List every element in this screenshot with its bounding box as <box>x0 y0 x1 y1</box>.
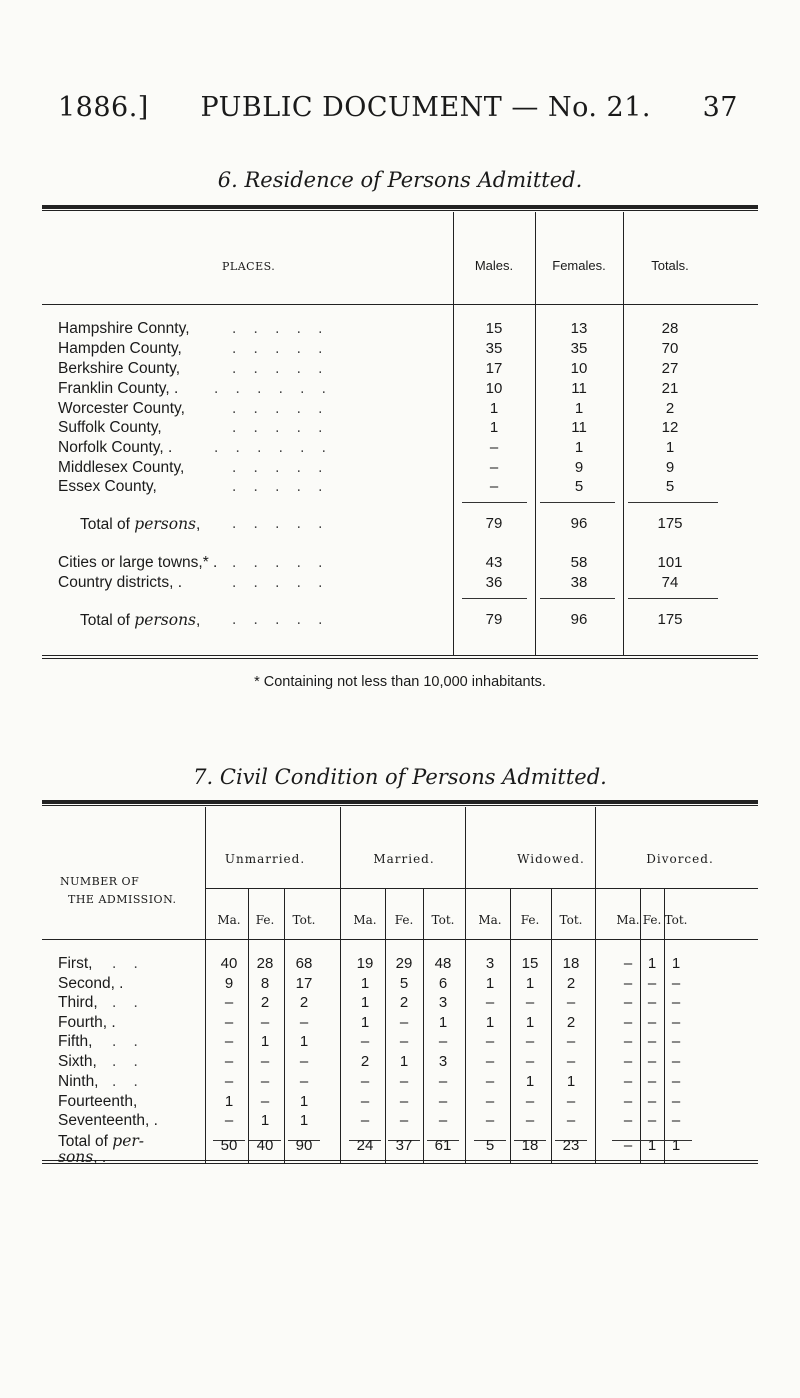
table7-cell: – <box>360 1093 370 1110</box>
table6-total2-label: Total of persons, <box>80 611 201 629</box>
table7-cell: 3 <box>438 1053 448 1070</box>
table7-cell: – <box>438 1112 448 1129</box>
table7-cell: 1 <box>438 1014 448 1031</box>
page-header <box>58 92 738 123</box>
header-year: 1886.] <box>58 92 149 123</box>
table7-total-cell: 50 <box>220 1137 238 1154</box>
table7-cell: – <box>260 1093 270 1110</box>
table7-cell: – <box>623 994 633 1011</box>
table7-total-cell: 5 <box>485 1137 495 1154</box>
table7-cell: – <box>438 1093 448 1110</box>
table7-top-rule <box>42 800 758 804</box>
table7-cell: – <box>647 1033 657 1050</box>
table6-cell-males: 35 <box>485 340 503 357</box>
table7-cell: 1 <box>525 1073 535 1090</box>
table7-subcol-divider <box>423 888 424 1163</box>
table6-row-place: Norfolk County, . <box>58 439 173 456</box>
table7-cell: – <box>647 1073 657 1090</box>
table6-number: 6. <box>217 168 238 192</box>
table6-cell-totals: 12 <box>661 419 679 436</box>
table7-cell: – <box>671 1112 681 1129</box>
table7-cell: – <box>525 1033 535 1050</box>
table7-cell: – <box>224 1014 234 1031</box>
table7-cell: 3 <box>485 955 495 972</box>
table7-cell: – <box>647 1093 657 1110</box>
table7-cell: 1 <box>647 955 657 972</box>
table7-row-label: Second, . <box>58 975 124 992</box>
table6-total1-males: 79 <box>485 515 503 532</box>
table7-group-divider <box>465 807 466 1163</box>
table7-header-rule <box>42 939 758 940</box>
table7-leader-dots: . . <box>112 1033 138 1050</box>
table7-cell: – <box>260 1053 270 1070</box>
table6-divider <box>623 212 624 656</box>
table6-cell-males: – <box>489 439 499 456</box>
table6-cell-totals: 101 <box>657 554 683 571</box>
table7-row-label: First, <box>58 955 93 972</box>
table7-total-label-line1: Total of per- <box>58 1132 145 1150</box>
table7-top-rule-thin <box>42 805 758 806</box>
table6-leader-dots: . . . . . <box>232 400 323 417</box>
table6-cell-totals: 27 <box>661 360 679 377</box>
table7-cell: 48 <box>434 955 452 972</box>
table6-cell-males: – <box>489 478 499 495</box>
table7-cell: 1 <box>260 1033 270 1050</box>
table7-cell: 18 <box>562 955 580 972</box>
table7-cell: – <box>260 1073 270 1090</box>
table7-title-text: Civil Condition of Persons Admitted. <box>219 765 607 789</box>
table6-cell-females: 13 <box>570 320 588 337</box>
table7-cell: 9 <box>224 975 234 992</box>
table7-row-label: Third, <box>58 994 98 1011</box>
table6-cell-females: 5 <box>574 478 584 495</box>
table7-cell: 1 <box>399 1053 409 1070</box>
table7-cell: – <box>671 1053 681 1070</box>
table7-group-widowed: Widowed. <box>517 852 585 866</box>
table7-cell: – <box>671 1014 681 1031</box>
table6-top-rule <box>42 205 758 209</box>
table7-cell: – <box>438 1073 448 1090</box>
table7-cell: – <box>525 994 535 1011</box>
table7-cell: – <box>224 1033 234 1050</box>
table7-cell: – <box>647 1053 657 1070</box>
table6-sum-rule <box>540 598 615 599</box>
table7-cell: 1 <box>485 975 495 992</box>
table6-leader-dots: . . . . . . <box>214 380 326 397</box>
table6-row-place: Franklin County, . <box>58 380 179 397</box>
table7-cell: – <box>485 1112 495 1129</box>
table7-row-label: Fifth, <box>58 1033 93 1050</box>
table7-cell: 68 <box>295 955 313 972</box>
table7-subcol-divider <box>385 888 386 1163</box>
table6-col-males: Males. <box>474 258 514 273</box>
table7-subcol-divider <box>664 888 665 1163</box>
table6-row-place: Hampshire Connty, <box>58 320 190 337</box>
table7-bottom-rule <box>42 1160 758 1161</box>
table7-row-label: Seventeenth, . <box>58 1112 158 1129</box>
table6-total2-totals: 175 <box>657 611 683 628</box>
table7-row-label: Sixth, <box>58 1053 97 1070</box>
table6-cell-males: 36 <box>485 574 503 591</box>
table7-cell: 1 <box>299 1033 309 1050</box>
table6-leader-dots: . . . . . <box>232 611 323 628</box>
table7-cell: – <box>399 1093 409 1110</box>
table7-cell: 17 <box>295 975 313 992</box>
table6-cell-females: 11 <box>571 380 587 397</box>
table6-cell-females: 58 <box>570 554 588 571</box>
table6-row-place: Berkshire County, <box>58 360 181 377</box>
table6-cell-totals: 74 <box>661 574 679 591</box>
header-title: PUBLIC DOCUMENT — No. 21. <box>200 92 651 123</box>
table7-cell: – <box>485 1033 495 1050</box>
table7-cell: – <box>671 1073 681 1090</box>
table6-cell-females: 38 <box>570 574 588 591</box>
table6-cell-females: 1 <box>574 400 584 417</box>
table6-sum-rule <box>628 502 718 503</box>
table7-cell: – <box>224 1112 234 1129</box>
table7-subcol-divider <box>284 888 285 1163</box>
table7-cell: – <box>671 1033 681 1050</box>
table6-total1-label: Total of persons, <box>80 515 201 533</box>
table7-cell: – <box>224 1053 234 1070</box>
table7-cell: – <box>671 975 681 992</box>
table7-total-cell: 1 <box>671 1137 681 1154</box>
table7-cell: – <box>224 994 234 1011</box>
table7-cell: – <box>647 1014 657 1031</box>
table7-cell: – <box>485 1053 495 1070</box>
table7-subcol-divider <box>640 888 641 1163</box>
table7-cell: 1 <box>224 1093 234 1110</box>
table7-subcol-header: Ma. <box>616 913 640 927</box>
table7-cell: 8 <box>260 975 270 992</box>
table7-cell: – <box>623 1112 633 1129</box>
table7-cell: 2 <box>566 975 576 992</box>
table7-cell: – <box>399 1033 409 1050</box>
table7-cell: – <box>485 994 495 1011</box>
table7-cell: – <box>485 1093 495 1110</box>
table6-bottom-rule-thin <box>42 658 758 659</box>
header-page-number: 37 <box>702 92 738 123</box>
table7-cell: – <box>525 1112 535 1129</box>
table6-cell-males: 1 <box>489 419 499 436</box>
table6-title-text: Residence of Persons Admitted. <box>244 168 583 192</box>
table6-cell-totals: 5 <box>665 478 675 495</box>
table6-row-place: Essex County, <box>58 478 157 495</box>
table6-leader-dots: . . . . . <box>232 478 323 495</box>
table6-cell-females: 35 <box>570 340 588 357</box>
table7-subcol-divider <box>510 888 511 1163</box>
table7-cell: – <box>399 1073 409 1090</box>
table7-cell: – <box>566 1033 576 1050</box>
table7-cell: – <box>360 1073 370 1090</box>
table6-bottom-rule <box>42 655 758 656</box>
table7-total-cell: 23 <box>562 1137 580 1154</box>
table7-cell: – <box>566 994 576 1011</box>
table6-row-place: Suffolk County, <box>58 419 162 436</box>
table7-cell: – <box>399 1014 409 1031</box>
table7-group-married: Married. <box>373 852 435 866</box>
table6-row-place: Cities or large towns,* . <box>58 554 218 571</box>
table6-cell-totals: 9 <box>665 459 675 476</box>
table7-total-cell: 24 <box>356 1137 374 1154</box>
table7-cell: – <box>623 955 633 972</box>
table7-leader-dots: . . <box>112 955 138 972</box>
table7-cell: – <box>525 1093 535 1110</box>
table6-cell-females: 10 <box>570 360 588 377</box>
table7-subcol-divider <box>248 888 249 1163</box>
table7-total-cell: 61 <box>434 1137 452 1154</box>
table7-cell: 1 <box>525 1014 535 1031</box>
table7-group-unmarried: Unmarried. <box>224 852 306 866</box>
table7-cell: – <box>260 1014 270 1031</box>
table6-row-place: Worcester County, <box>58 400 185 417</box>
table7-cell: – <box>360 1112 370 1129</box>
table7-subcol-header: Tot. <box>664 913 688 927</box>
table7-group-divider <box>205 807 206 1163</box>
table6-top-rule-thin <box>42 210 758 211</box>
table7-cell: 2 <box>260 994 270 1011</box>
table6-cell-males: 43 <box>485 554 503 571</box>
table6-leader-dots: . . . . . <box>232 574 323 591</box>
table7-subcol-divider <box>551 888 552 1163</box>
table6-divider <box>535 212 536 656</box>
table6-total1-females: 96 <box>570 515 588 532</box>
table7-group-divider <box>340 807 341 1163</box>
table7-cell: 1 <box>671 955 681 972</box>
table6-sum-rule <box>462 502 527 503</box>
table7-total-cell: 40 <box>256 1137 274 1154</box>
table7-cell: – <box>566 1053 576 1070</box>
table7-leader-dots: . . <box>112 1053 138 1070</box>
table7-cell: 2 <box>360 1053 370 1070</box>
table6-row-place: Middlesex County, <box>58 459 185 476</box>
table6-leader-dots: . . . . . <box>232 340 323 357</box>
table7-row-label: Fourteenth, <box>58 1093 138 1110</box>
table7-cell: 19 <box>356 955 374 972</box>
table7-rowhdr-line1: NUMBER OF <box>60 875 140 888</box>
table7-cell: – <box>525 1053 535 1070</box>
table7-cell: – <box>485 1073 495 1090</box>
table6-col-females: Females. <box>552 258 606 273</box>
table7-total-cell: 90 <box>295 1137 313 1154</box>
table7-leader-dots: . . <box>112 994 138 1011</box>
table6-sum-rule <box>462 598 527 599</box>
table6-cell-totals: 21 <box>661 380 679 397</box>
table7-total-cell: 1 <box>647 1137 657 1154</box>
table7-total-cell: 37 <box>395 1137 413 1154</box>
table6-leader-dots: . . . . . <box>232 459 323 476</box>
table7-group-divorced: Divorced. <box>646 852 714 866</box>
table7-subcol-header: Ma. <box>353 913 377 927</box>
table6-row-place: Country districts, . <box>58 574 183 591</box>
table6-cell-totals: 2 <box>665 400 675 417</box>
table6-header-rule <box>42 304 758 305</box>
table7-cell: – <box>399 1112 409 1129</box>
table6-leader-dots: . . . . . . <box>214 439 326 456</box>
table7-total-cell: – <box>623 1137 633 1154</box>
table6-cell-males: 1 <box>489 400 499 417</box>
table7-total-cell: 18 <box>521 1137 539 1154</box>
table7-subcol-header: Tot. <box>292 913 316 927</box>
table7-cell: 1 <box>299 1093 309 1110</box>
table7-subcol-header: Ma. <box>478 913 502 927</box>
table6-leader-dots: . . . . . <box>232 419 323 436</box>
table6-col-places: PLACES. <box>222 260 276 273</box>
table7-cell: 6 <box>438 975 448 992</box>
table7-subcol-header: Fe. <box>255 913 275 927</box>
table7-cell: 1 <box>260 1112 270 1129</box>
table7-cell: 28 <box>256 955 274 972</box>
table7-row-label: Fourth, . <box>58 1014 116 1031</box>
table6-divider <box>453 212 454 656</box>
table7-cell: – <box>566 1093 576 1110</box>
table6-row-place: Hampden County, <box>58 340 182 357</box>
table7-cell: – <box>623 975 633 992</box>
table7-cell: – <box>623 1093 633 1110</box>
table7-cell: 29 <box>395 955 413 972</box>
table7-cell: – <box>299 1073 309 1090</box>
table6-cell-males: – <box>489 459 499 476</box>
table6-cell-totals: 28 <box>661 320 679 337</box>
table7-cell: 1 <box>525 975 535 992</box>
table7-subcol-header: Ma. <box>217 913 241 927</box>
table6-cell-females: 11 <box>571 419 587 436</box>
table7-cell: 2 <box>566 1014 576 1031</box>
table7-cell: 5 <box>399 975 409 992</box>
table6-col-totals: Totals. <box>651 258 689 273</box>
table6-cell-females: 9 <box>574 459 584 476</box>
table7-subcol-header: Fe. <box>394 913 414 927</box>
table7-cell: 15 <box>521 955 539 972</box>
table7-cell: 1 <box>360 994 370 1011</box>
table7-cell: – <box>299 1053 309 1070</box>
table6-cell-totals: 1 <box>665 439 675 456</box>
table7-cell: – <box>647 975 657 992</box>
table6-total2-males: 79 <box>485 611 503 628</box>
table6-leader-dots: . . . . . <box>232 320 323 337</box>
table6-cell-males: 10 <box>485 380 503 397</box>
table7-cell: – <box>671 994 681 1011</box>
table7-cell: – <box>360 1033 370 1050</box>
table7-cell: – <box>647 1112 657 1129</box>
table7-row-label: Ninth, <box>58 1073 99 1090</box>
table6-total2-females: 96 <box>570 611 588 628</box>
table6-cell-totals: 70 <box>661 340 679 357</box>
table7-group-rule <box>205 888 758 889</box>
table6-cell-females: 1 <box>574 439 584 456</box>
table7-subcol-header: Fe. <box>642 913 662 927</box>
table7-leader-dots: . . <box>112 1073 138 1090</box>
table7-cell: – <box>623 1033 633 1050</box>
table7-subcol-header: Fe. <box>520 913 540 927</box>
table7-cell: – <box>438 1033 448 1050</box>
table6-total1-totals: 175 <box>657 515 683 532</box>
table7-rowhdr-line2: THE ADMISSION. <box>68 893 177 906</box>
table7-cell: – <box>224 1073 234 1090</box>
table6-leader-dots: . . . . . <box>232 515 323 532</box>
table7-cell: – <box>647 994 657 1011</box>
table7-number: 7. <box>193 765 214 789</box>
table6-title <box>0 168 800 192</box>
table6-cell-males: 17 <box>485 360 503 377</box>
table7-cell: – <box>623 1014 633 1031</box>
table7-cell: – <box>299 1014 309 1031</box>
table6-leader-dots: . . . . . <box>232 360 323 377</box>
table7-cell: 40 <box>220 955 238 972</box>
table7-cell: – <box>623 1073 633 1090</box>
table7-cell: 1 <box>360 975 370 992</box>
table6-leader-dots: . . . . . <box>232 554 323 571</box>
table7-cell: 2 <box>299 994 309 1011</box>
table7-cell: – <box>623 1053 633 1070</box>
table6-sum-rule <box>540 502 615 503</box>
table7-group-divider <box>595 807 596 1163</box>
table7-cell: 2 <box>399 994 409 1011</box>
table7-cell: 1 <box>485 1014 495 1031</box>
table7-cell: 1 <box>566 1073 576 1090</box>
table7-cell: 3 <box>438 994 448 1011</box>
table7-cell: – <box>566 1112 576 1129</box>
table6-cell-males: 15 <box>485 320 503 337</box>
table7-total-label-line2: sons, . <box>58 1148 107 1166</box>
table6-footnote: * Containing not less than 10,000 inhabitants. <box>254 674 546 690</box>
table6-sum-rule <box>628 598 718 599</box>
table7-subcol-header: Tot. <box>431 913 455 927</box>
table7-subcol-header: Tot. <box>559 913 583 927</box>
table7-cell: 1 <box>360 1014 370 1031</box>
table7-title <box>0 765 800 789</box>
table7-cell: – <box>671 1093 681 1110</box>
table7-bottom-rule-thin <box>42 1163 758 1164</box>
table7-cell: 1 <box>299 1112 309 1129</box>
